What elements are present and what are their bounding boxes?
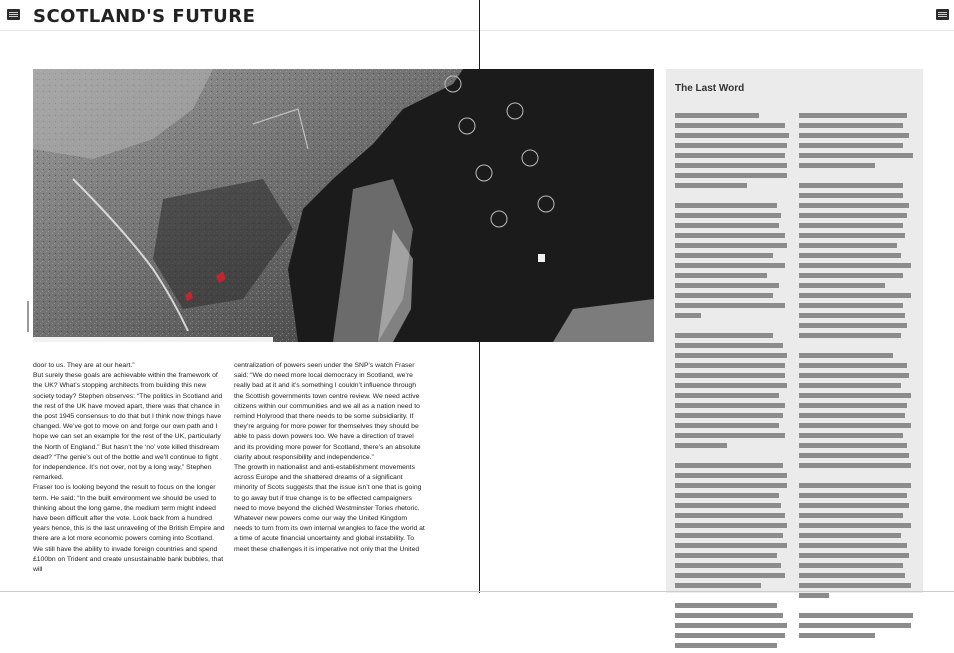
top-bar [0, 0, 954, 31]
redacted-text-line [675, 163, 787, 168]
redacted-text-line [799, 293, 911, 298]
redacted-text-line [675, 493, 779, 498]
redacted-text-line [799, 343, 809, 348]
redacted-text-line [675, 313, 701, 318]
redacted-text-line [799, 603, 809, 608]
redacted-text-line [675, 333, 773, 338]
redacted-text-line [675, 473, 787, 478]
redacted-text-line [675, 303, 785, 308]
redacted-text-line [675, 323, 685, 328]
redacted-text-line [675, 443, 727, 448]
redacted-text-line [675, 583, 761, 588]
redacted-text-line [799, 353, 893, 358]
redacted-text-line [675, 343, 783, 348]
redacted-text-line [675, 613, 783, 618]
redacted-text-line [799, 423, 911, 428]
redacted-text-line [675, 363, 785, 368]
photo-marker [27, 301, 29, 332]
redacted-text-line [799, 503, 909, 508]
redacted-text-line [675, 273, 767, 278]
redacted-text-line [799, 123, 903, 128]
redacted-text-line [799, 463, 911, 468]
redacted-text-line [675, 423, 779, 428]
redacted-text-line [799, 113, 907, 118]
article-column-1: door to us. They are at our heart.” But surely these goals are achievable within the framework of the UK? What’s stopping architects from building this new society today? Stephen observes: “The politics in Scotland and the rest of the UK have moved apart, there was that chance in the post 1945 consensus to do that but I think now things have changed. We’ve got to move on and forge our own path and I hope we can set an example for the rest of the UK, particularly the North of England.” But hasn’t the ‘no’ vote killed thisdream dead? “The genie’s out of the bottle and we’ll continue to fight for independence. It’s not over, not by a long way,” Stephen remarked. Fraser too is looking beyond the result to focus on the longer term. He said: “In the built environment we should be used to thinking about the long game, the medium term might indeed have been difficult after the vote. Look back from a hundred years hence, this is the last unraveling of the British Empire and there are a lot more economic powers coming into Scotland. We still have the ability to invade foreign countries and spend £100bn on Trident and create unsustainable bank bubbles, that will [33, 362, 225, 574]
redacted-text-line [675, 413, 783, 418]
redacted-text-line [799, 363, 907, 368]
redacted-text-line [799, 543, 907, 548]
redacted-text-line [799, 483, 911, 488]
redacted-text-line [799, 613, 913, 618]
redacted-text-line [799, 173, 809, 178]
redacted-text-line [675, 213, 781, 218]
redacted-text-line [799, 133, 909, 138]
redacted-text-line [799, 553, 909, 558]
redacted-text-line [675, 643, 777, 648]
redacted-text-line [799, 513, 903, 518]
menu-icon-right[interactable] [936, 9, 949, 20]
sidebar-text-column-left [675, 113, 790, 653]
redacted-text-line [799, 263, 911, 268]
redacted-text-line [675, 293, 773, 298]
redacted-text-line [799, 573, 905, 578]
redacted-text-line [675, 243, 787, 248]
redacted-text-line [799, 193, 903, 198]
redacted-text-line [799, 633, 875, 638]
redacted-text-line [799, 393, 911, 398]
redacted-text-line [675, 173, 787, 178]
redacted-text-line [675, 533, 783, 538]
redacted-text-line [675, 153, 785, 158]
redacted-text-line [799, 313, 905, 318]
redacted-text-line [675, 543, 787, 548]
redacted-text-line [799, 383, 901, 388]
redacted-text-line [799, 333, 901, 338]
redacted-text-line [675, 383, 787, 388]
redacted-text-line [675, 433, 785, 438]
menu-icon[interactable] [7, 9, 20, 20]
redacted-text-line [799, 223, 903, 228]
redacted-text-line [675, 283, 779, 288]
redacted-text-line [675, 203, 777, 208]
redacted-text-line [675, 563, 781, 568]
redacted-text-line [799, 153, 913, 158]
redacted-text-line [799, 453, 909, 458]
redacted-text-line [675, 453, 685, 458]
redacted-text-line [799, 273, 903, 278]
photo-caption-bar [33, 337, 273, 342]
redacted-text-line [675, 633, 785, 638]
redacted-text-line [675, 403, 785, 408]
redacted-text-line [799, 493, 907, 498]
redacted-text-line [799, 243, 897, 248]
redacted-text-line [675, 593, 685, 598]
redacted-text-line [799, 623, 911, 628]
redacted-text-line [799, 253, 901, 258]
sidebar-panel [666, 69, 923, 593]
redacted-text-line [675, 263, 785, 268]
redacted-text-line [675, 233, 785, 238]
redacted-text-line [799, 283, 885, 288]
redacted-text-line [675, 483, 787, 488]
redacted-text-line [675, 513, 785, 518]
redacted-text-line [799, 443, 907, 448]
aerial-satellite-photo [33, 69, 654, 342]
sidebar-title: The Last Word [675, 83, 745, 94]
redacted-text-line [675, 553, 777, 558]
redacted-text-line [675, 393, 779, 398]
redacted-text-line [675, 503, 781, 508]
redacted-text-line [675, 223, 779, 228]
redacted-text-line [799, 183, 903, 188]
redacted-text-line [675, 183, 747, 188]
redacted-text-line [675, 133, 789, 138]
redacted-text-line [675, 623, 787, 628]
redacted-text-line [799, 203, 909, 208]
redacted-text-line [675, 463, 783, 468]
bottom-rule [0, 591, 954, 592]
redacted-text-line [799, 533, 901, 538]
redacted-text-line [675, 573, 785, 578]
redacted-text-line [799, 323, 907, 328]
redacted-text-line [675, 523, 787, 528]
redacted-text-line [675, 123, 785, 128]
sidebar-text-column-right [799, 113, 914, 643]
article-column-2: centralization of powers seen under the SNP’s watch Fraser said: “We do need more local democracy in Scotland, we’re really bad at it and it’s something I couldn’t influence through the Scottish governments town centre review. We need active citizens within our communities and we all as a nation need to remind Holyrood that there needs to be some subsidiarity. If they’re arguing for more power for themselves they should be able to pass down powers too. We have a direction of travel and its providing more power for Scotland, there’s an absolute clarity about responsibility and independence.” The growth in nationalist and anti-establishment movements across Europe and the shattered dreams of a significant minority of Scots suggests that the issue isn’t one that is going to go away but if true change is to be effected campaigners need to move beyond the clichéd Westminster Tories rhetoric. Whatever new powers come our way the United Kingdom needs to turn from its own internal wrangles to face the world at a time of acute financial uncertainty and global instability. To meet these challenges it is imperative not only that the United [234, 362, 425, 553]
redacted-text-line [799, 563, 903, 568]
redacted-text-line [799, 413, 905, 418]
redacted-text-line [675, 253, 773, 258]
redacted-text-line [799, 433, 903, 438]
redacted-text-line [799, 583, 911, 588]
redacted-text-line [799, 473, 809, 478]
page-title: SCOTLAND'S FUTURE [33, 6, 256, 27]
redacted-text-line [675, 113, 759, 118]
redacted-text-line [675, 373, 785, 378]
redacted-text-line [675, 143, 787, 148]
redacted-text-line [675, 193, 685, 198]
redacted-text-line [675, 603, 777, 608]
redacted-text-line [799, 593, 829, 598]
redacted-text-line [799, 303, 903, 308]
redacted-text-line [799, 213, 907, 218]
redacted-text-line [799, 403, 907, 408]
redacted-text-line [799, 523, 911, 528]
redacted-text-line [799, 373, 909, 378]
redacted-text-line [799, 233, 905, 238]
redacted-text-line [799, 163, 875, 168]
redacted-text-line [675, 353, 787, 358]
redacted-text-line [799, 143, 903, 148]
